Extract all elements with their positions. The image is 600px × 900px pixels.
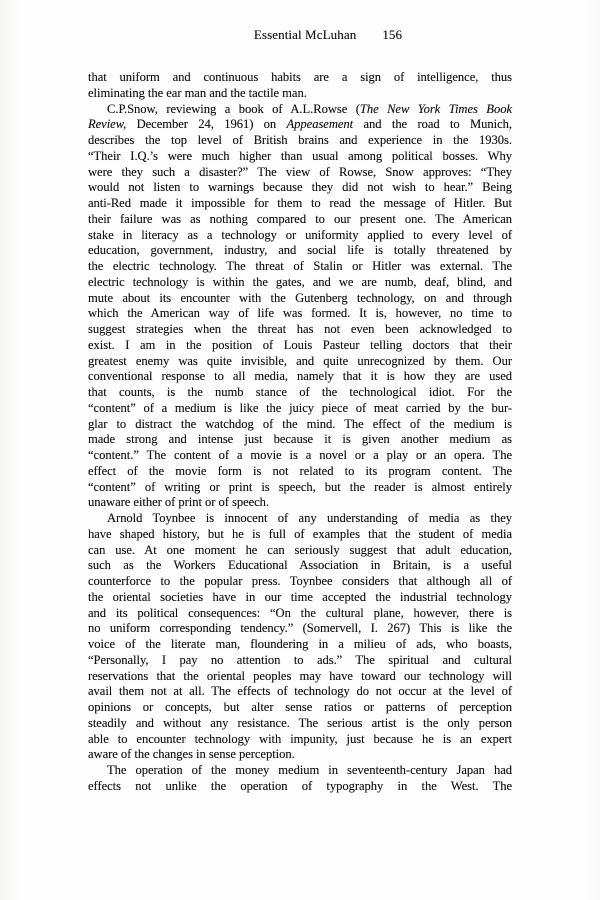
text-line: “content” of a medium is like the juicy piece of meat carried by the bur-: [88, 400, 512, 415]
text-line: counterforce to the popular press. Toynbee considers that although all of: [88, 574, 512, 588]
text-line: suggest strategies when the threat has not even been acknowledged to: [88, 322, 512, 336]
text-line: unaware either of print or of speech.: [88, 495, 270, 510]
text-line: opinions or concepts, but alter sense ratios or patterns of perception: [88, 700, 512, 714]
text-line: effects not unlike the operation of typography in the West. The: [88, 778, 512, 793]
text-line: and its political consequences: “On the cultural plane, however, there is: [88, 605, 512, 620]
text-line: “Their I.Q.’s were much higher than usual among political bosses. Why: [88, 148, 512, 163]
text-line: “Personally, I pay no attention to ads.” The spiritual and cultural: [88, 652, 512, 667]
text-line: their failure was as nothing compared to our present one. The American: [88, 211, 512, 226]
text-line: effect of the movie form is not related to its program content. The: [88, 463, 512, 478]
text-line: “content” of writing or print is speech, but the reader is almost entirely: [88, 479, 512, 494]
text-line: aware of the changes in sense perception.: [88, 747, 295, 762]
running-header: [0, 27, 600, 43]
text-line: can use. At one moment he can seriously suggest that adult education,: [88, 542, 512, 557]
text-line: greatest enemy was quite invisible, and quite unrecognized by them. Our: [88, 353, 512, 368]
text-line: steadily and without any resistance. The serious artist is the only person: [88, 715, 512, 730]
text-line: would not listen to warnings because they did not wish to hear.” Being: [88, 180, 512, 195]
text-line: such as the Workers Educational Association in Britain, is a useful: [88, 558, 512, 573]
text-line: stake in literacy as a technology or uniformity applied to every level of: [88, 227, 512, 242]
text-line: education, government, industry, and social life is totally threatened by: [88, 243, 512, 258]
text-line: able to encounter technology with impunity, just because he is an expert: [88, 731, 512, 746]
text-line: which the American way of life was formed. It is, however, no time to: [88, 306, 512, 321]
text-line: anti-Red made it impossible for them to read the message of Hitler. But: [88, 196, 512, 210]
text-line: exist. I am in the position of Louis Pasteur telling doctors that their: [88, 337, 512, 352]
text-line: Review, December 24, 1961) on Appeasement and the road to Munich,: [88, 117, 512, 132]
text-line: Arnold Toynbee is innocent of any understanding of media as they: [107, 511, 512, 525]
text-line: “content.” The content of a movie is a novel or a play or an opera. The: [88, 448, 512, 462]
text-line: the oriental societies have in our time accepted the industrial technology: [88, 589, 512, 604]
text-line: electric technology is within the gates, and we are numb, deaf, blind, and: [88, 274, 512, 289]
page-number: 156: [382, 27, 403, 42]
text-line: conventional response to all media, namely that it is how they are used: [88, 369, 512, 384]
text-line: the electric technology. The threat of Stalin or Hitler was external. The: [88, 259, 512, 273]
text-line: glar to distract the watchdog of the mind. The effect of the medium is: [88, 416, 512, 431]
text-line: avail them not at all. The effects of technology do not occur at the level of: [88, 684, 512, 699]
text-line: that uniform and continuous habits are a sign of intelligence, thus: [88, 70, 512, 84]
page-text: [88, 70, 512, 795]
text-line: that counts, is the numb stance of the technological idiot. For the: [88, 385, 512, 399]
text-line: eliminating the ear man and the tactile man.: [88, 85, 307, 100]
text-line: C.P.Snow, reviewing a book of A.L.Rowse (The New York Times Book: [107, 101, 512, 116]
text-line: The operation of the money medium in seventeenth-century Japan had: [107, 763, 512, 777]
text-line: mute about its encounter with the Gutenberg technology, on and through: [88, 290, 512, 305]
text-line: were they such a disaster?” The view of Rowse, Snow approves: “They: [88, 164, 512, 179]
text-line: voice of the literate man, floundering in a milieu of ads, who boasts,: [88, 637, 512, 651]
text-line: have shaped history, but he is full of examples that the student of media: [88, 526, 512, 541]
book-title: Essential McLuhan: [253, 27, 357, 42]
text-line: made strong and intense just because it is given another medium as: [88, 432, 512, 447]
text-line: reservations that the oriental peoples may have toward our technology will: [88, 668, 512, 683]
text-line: describes the top level of British brains and experience in the 1930s.: [88, 133, 512, 147]
text-line: no uniform corresponding tendency.” (Somervell, I. 267) This is like the: [88, 621, 512, 636]
